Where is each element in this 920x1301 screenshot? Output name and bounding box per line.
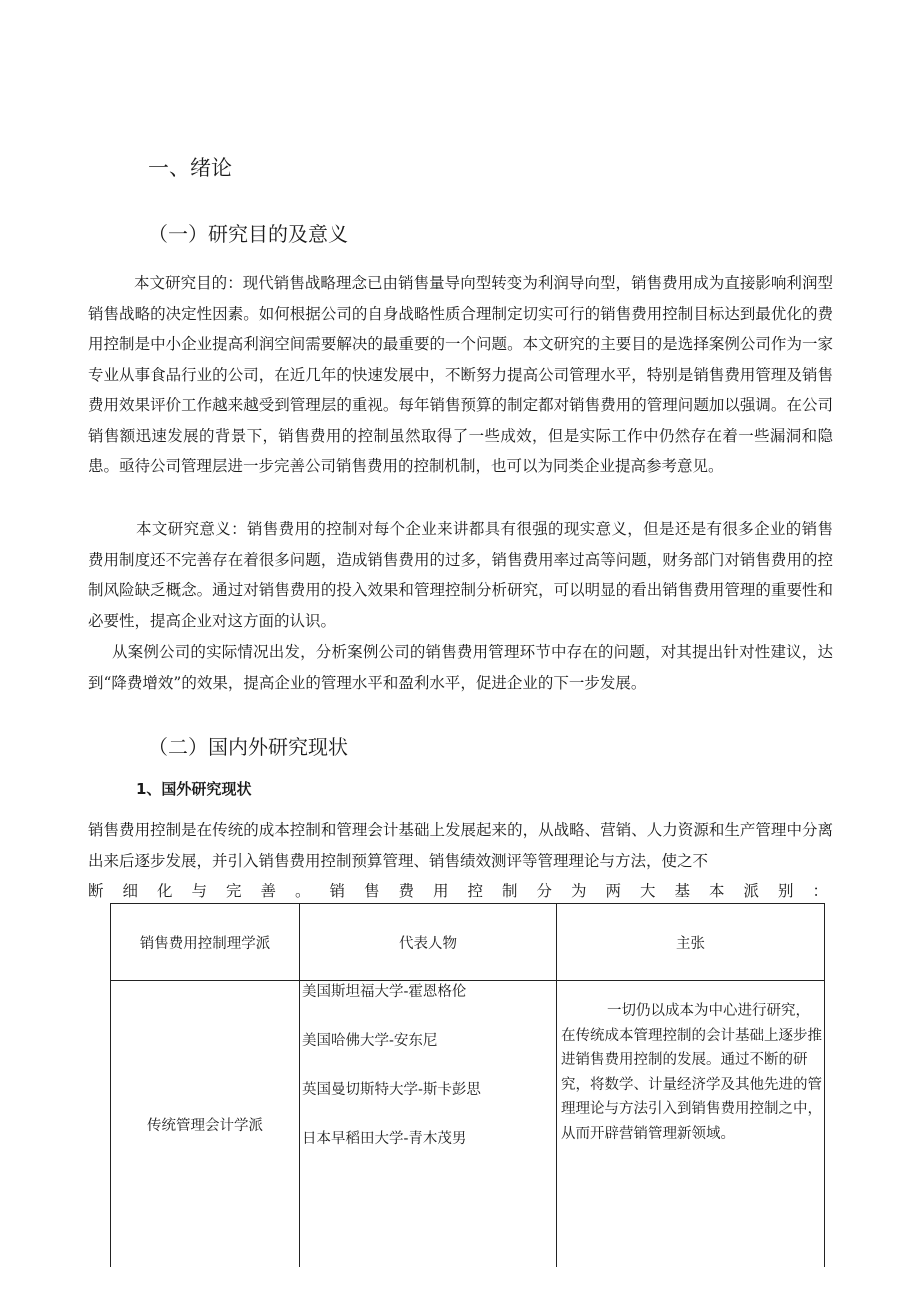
paragraph-meaning: 本文研究意义：销售费用的控制对每个企业来讲都具有很强的现实意义，但是还是有很多企业的销售费用制度还不完善存在着很多问题，造成销售费用的过多，销售费用率过高等问题，财务部门对销售费用的控制风险缺乏概念。通过对销售费用的投入效果和管理控制分析研究，可以明显的看出销售费用管理的重要性和必要性，提高企业对这方面的认识。 — [88, 520, 833, 630]
claim-text: 一切仍以成本为中心进行研究，在传统成本管理控制的会计基础上逐步推进销售费用控制的发展。通过不断的研究，将数学、计量经济学及其他先进的管理理论与方法引入到销售费用控制之中，从而开辟营销管理新领域。 — [561, 1003, 822, 1142]
schools-table — [110, 903, 825, 1267]
section-heading-purpose: （一）研究目的及意义 — [148, 222, 348, 246]
table-header-cell: 代表人物 — [300, 904, 557, 981]
table-header-cell: 主张 — [557, 904, 825, 981]
person-name: 日本早稻田大学-青木茂男 — [302, 1131, 467, 1147]
paragraph-purpose: 本文研究目的：现代销售战略理念已由销售量导向型转变为利润导向型，销售费用成为直接影响利润型销售战略的决定性因素。如何根据公司的自身战略性质合理制定切实可行的销售费用控制目标达到最优化的费用控制是中小企业提高利润空间需要解决的最重要的一个问题。本文研究的主要目的是选择案例公司作为一家专业从事食品行业的公司，在近几年的快速发展中，不断努力提高公司管理水平，特别是销售费用管理及销售费用效果评价工作越来越受到管理层的重视。每年销售预算的制定都对销售费用的管理问题加以强调。在公司销售额迅速发展的背景下，销售费用的控制虽然取得了一些成效，但是实际工作中仍然存在着一些漏洞和隐患。亟待公司管理层进一步完善公司销售费用的控制机制，也可以为同类企业提高参考意见。 — [88, 274, 833, 475]
claim-cell — [557, 981, 825, 1268]
person-name: 美国哈佛大学-安东尼 — [302, 1033, 438, 1049]
paragraph-case: 从案例公司的实际情况出发，分析案例公司的销售费用管理环节中存在的问题，对其提出针对性建议，达到“降费增效”的效果，提高企业的管理水平和盈利水平，促进企业的下一步发展。 — [88, 643, 833, 692]
paragraph-foreign: 销售费用控制是在传统的成本控制和管理会计基础上发展起来的，从战略、营销、人力资源和生产管理中分离出来后逐步发展，并引入销售费用控制预算管理、销售绩效测评等管理理论与方法，使之不 — [88, 821, 833, 870]
person-name: 英国曼切斯特大学-斯卡彭思 — [302, 1082, 481, 1098]
section-heading-status: （二）国内外研究现状 — [148, 735, 348, 759]
person-name: 美国斯坦福大学-霍恩格伦 — [302, 984, 467, 1000]
table-row — [111, 981, 825, 1268]
people-cell — [300, 981, 557, 1268]
paragraph-foreign-last-line: 断细化与完善。销售费用控制分为两大基本派别： — [88, 882, 828, 900]
school-cell: 传统管理会计学派 — [111, 981, 300, 1268]
table-header-row — [111, 904, 825, 981]
subsection-heading-foreign: 1、国外研究现状 — [136, 780, 252, 798]
chapter-heading: 一、绪论 — [148, 156, 232, 180]
table-header-cell: 销售费用控制理学派 — [111, 904, 300, 981]
